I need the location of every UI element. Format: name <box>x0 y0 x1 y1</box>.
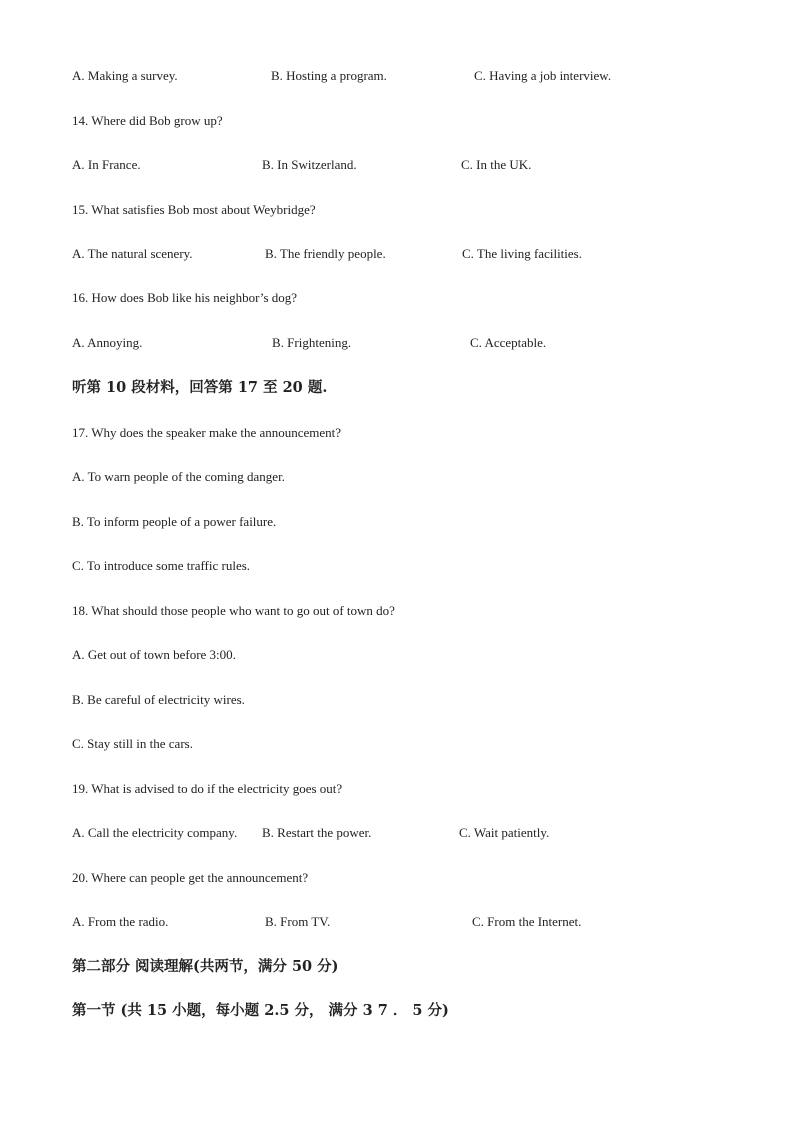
q15-option-b: B. The friendly people. <box>265 246 386 261</box>
q19-option-b: B. Restart the power. <box>262 825 372 840</box>
q17-option-c: C. To introduce some traffic rules. <box>72 558 251 573</box>
q13-option-a: A. Making a survey. <box>72 68 178 83</box>
q13-option-b: B. Hosting a program. <box>271 68 387 83</box>
q17-option-a: A. To warn people of the coming danger. <box>72 469 285 484</box>
part-2-section-1-heading: 第一节 (共 15 小题，每小题 2.5 分， 满分 3 7 ． 5 分) <box>72 1002 449 1019</box>
q18-option-a: A. Get out of town before 3:00. <box>72 647 236 662</box>
q15-question: 15. What satisfies Bob most about Weybridge? <box>72 202 316 217</box>
q18-question: 18. What should those people who want to go out of town do? <box>72 603 395 618</box>
q20-option-b: B. From TV. <box>265 914 331 929</box>
q16-option-b: B. Frightening. <box>272 335 352 350</box>
q19-question: 19. What is advised to do if the electricity goes out? <box>72 781 343 796</box>
q17-question: 17. Why does the speaker make the announcement? <box>72 425 342 440</box>
q15-option-c: C. The living facilities. <box>462 246 582 261</box>
q19-option-c: C. Wait patiently. <box>459 825 550 840</box>
q20-question: 20. Where can people get the announcement? <box>72 870 309 885</box>
q13-option-c: C. Having a job interview. <box>474 68 612 83</box>
q20-option-c: C. From the Internet. <box>472 914 582 929</box>
q17-option-b: B. To inform people of a power failure. <box>72 514 277 529</box>
q18-option-c: C. Stay still in the cars. <box>72 736 193 751</box>
section-10-heading: 听第 10 段材料，回答第 17 至 20 题. <box>72 379 328 396</box>
q14-option-c: C. In the UK. <box>461 157 532 172</box>
q14-question: 14. Where did Bob grow up? <box>72 113 223 128</box>
q19-option-a: A. Call the electricity company. <box>72 825 238 840</box>
q14-option-a: A. In France. <box>72 157 141 172</box>
part-2-heading: 第二部分 阅读理解(共两节，满分 50 分) <box>72 958 339 975</box>
q18-option-b: B. Be careful of electricity wires. <box>72 692 245 707</box>
q14-option-b: B. In Switzerland. <box>262 157 357 172</box>
q16-option-c: C. Acceptable. <box>470 335 547 350</box>
q16-option-a: A. Annoying. <box>72 335 143 350</box>
q20-option-a: A. From the radio. <box>72 914 169 929</box>
q15-option-a: A. The natural scenery. <box>72 246 193 261</box>
q16-question: 16. How does Bob like his neighbor’s dog? <box>72 290 298 305</box>
